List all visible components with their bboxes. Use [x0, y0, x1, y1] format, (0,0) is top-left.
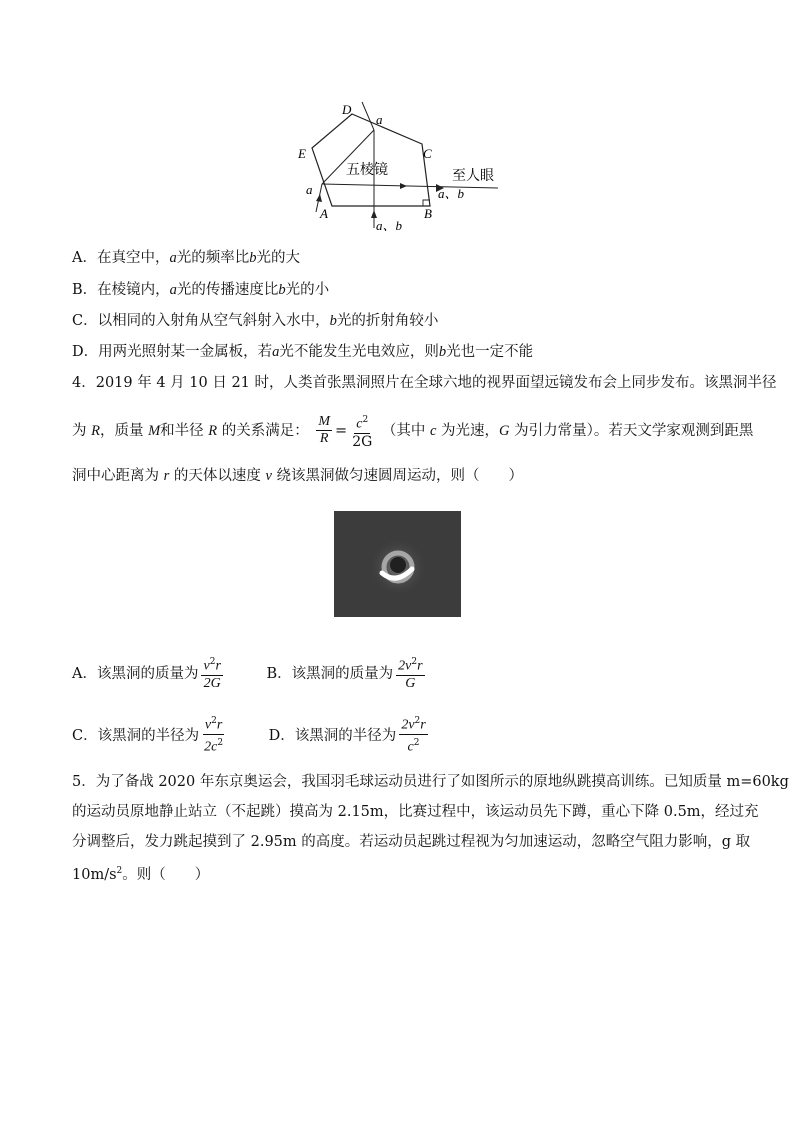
q4-option-b[interactable]: B． 该黑洞的质量为 $\frac{2v^2r}{G}$: [267, 654, 428, 692]
q4-stem-line2: 为 R，质量 M和半径 R 的关系满足： $\frac{M}{R}$ = $\frac{c^2}{2G}$ （其中 c 为光速，G 为引力常量）。若天文学家观测到距黑: [72, 412, 753, 450]
q3-option-a[interactable]: A．在真空中，a光的频率比b光的大: [72, 250, 300, 266]
label-A: A: [320, 206, 328, 221]
q5-stem-line3: 分调整后，发力跳起摸到了 2.95m 的高度。若运动员起跳过程视为匀加速运动，忽略空气阻力影响，g 取: [72, 834, 751, 850]
q4-stem-line3: 洞中心距离为 r 的天体以速度 v 绕该黑洞做匀速圆周运动，则（ ）: [72, 468, 524, 484]
arrow-vertical: [371, 210, 377, 218]
ray-ab-out: [322, 184, 498, 188]
q4-options-row1: [72, 654, 428, 692]
q3-option-b[interactable]: B．在棱镜内，a光的传播速度比b光的小: [72, 282, 330, 298]
label-E: E: [298, 146, 306, 161]
q5-stem-line4: $10m/s^2$。则（ ）: [72, 866, 210, 883]
q4-option-d[interactable]: D． 该黑洞的半径为 $\frac{2v^2r}{c^2}$: [269, 713, 431, 755]
label-ab-in: a、b: [376, 218, 403, 233]
label-ab-out: a、b: [438, 186, 465, 201]
prism-outline: [312, 114, 430, 206]
prism-diagram: [290, 100, 510, 240]
label-a-top: a: [376, 112, 383, 127]
q4-options-row2: [72, 713, 431, 755]
label-B: B: [424, 206, 432, 221]
black-hole-photo: [334, 511, 461, 617]
q4-stem-line1: 4．2019 年 4 月 10 日 21 时，人类首张黑洞照片在全球六地的视界面望远镜发布会上同步发布。该黑洞半径: [72, 375, 777, 391]
fraction-c2-over-2g: $\frac{c^2}{2G}$: [350, 412, 374, 450]
q5-stem-line1: 5．为了备战 2020 年东京奥运会，我国羽毛球运动员进行了如图所示的原地纵跳摸高训练。已知质量 m=60kg: [72, 774, 789, 790]
label-a-left: a: [306, 182, 313, 197]
label-D: D: [342, 102, 352, 117]
label-prism: 五棱镜: [346, 162, 388, 178]
q5-stem-line2: 的运动员原地静止站立（不起跳）摸高为 2.15m，比赛过程中，该运动员先下蹲，重心下降 0.5m，经过充: [72, 804, 759, 820]
q3-option-c[interactable]: C．以相同的入射角从空气斜射入水中，b光的折射角较小: [72, 313, 439, 329]
q3-option-d[interactable]: D．用两光照射某一金属板，若a光不能发生光电效应，则b光也一定不能: [72, 344, 534, 360]
label-C: C: [423, 146, 432, 161]
arrow-left: [316, 194, 322, 202]
ray-a-top-in: [362, 102, 374, 130]
fraction-m-over-r: $\frac{M}{R}$: [318, 414, 331, 447]
q4-option-c[interactable]: C． 该黑洞的半径为 $\frac{v^2r}{2c^2}$: [72, 713, 228, 755]
arrow-in-prism: [400, 183, 407, 189]
label-eye: 至人眼: [452, 168, 494, 184]
q4-option-a[interactable]: A． 该黑洞的质量为 $\frac{v^2r}{2G}$: [72, 654, 226, 692]
